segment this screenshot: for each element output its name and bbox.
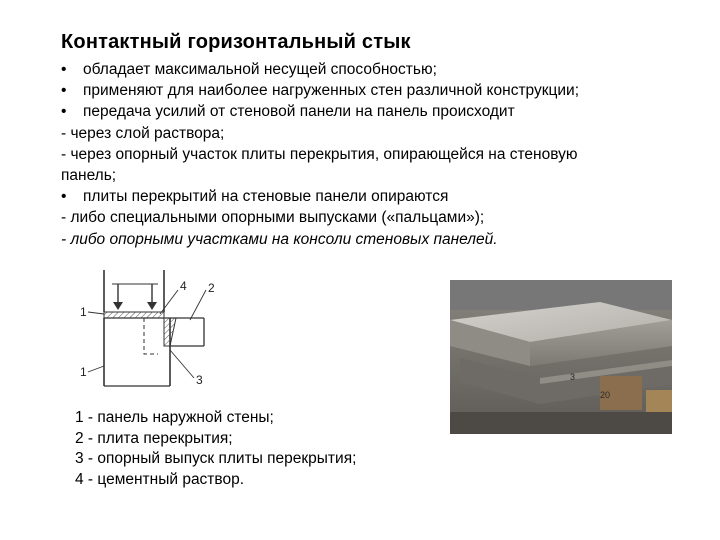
text-line: - через опорный участок плиты перекрытия, опирающейся на стеновую [61, 145, 578, 163]
floor-slab-photo [450, 280, 672, 434]
slide-title: Контактный горизонтальный стык [61, 31, 411, 53]
support-outlet [164, 318, 176, 346]
legend-item: 3 - опорный выпуск плиты перекрытия; [75, 450, 357, 467]
leader-1-top [88, 312, 104, 314]
text-line: - либо специальными опорными выпусками («пальцами»); [61, 209, 485, 227]
text-line: панель; [61, 167, 117, 185]
label-1-top: 1 [80, 305, 87, 319]
photo-mark-1: 3 [570, 372, 576, 382]
leader-3 [170, 350, 194, 378]
line-text: передача усилий от стеновой панели на панель происходит [83, 103, 515, 121]
load-arrow-right-icon [147, 302, 157, 310]
legend-item: 2 - плита перекрытия; [75, 429, 233, 447]
bullet-marker: • [61, 188, 67, 206]
line-text: применяют для наиболее нагруженных стен различной конструкции; [83, 82, 580, 100]
text-line-italic: - либо опорными участками на консоли стеновых панелей. [61, 230, 498, 248]
bullet-line [61, 186, 701, 207]
bullet-marker: • [61, 103, 67, 121]
label-1-bottom: 1 [80, 365, 87, 379]
photo-mark-2: 20 [600, 390, 611, 400]
bullet-marker: • [61, 82, 67, 100]
photo-backdrop [450, 280, 672, 310]
joint-section-drawing [66, 268, 236, 398]
legend-item: 4 - цементный раствор. [75, 470, 245, 488]
text-line: - через слой раствора; [61, 124, 225, 142]
figure-legend [75, 408, 356, 490]
wood-plank [646, 390, 672, 412]
bullet-line [61, 101, 701, 122]
photo-ground [450, 412, 672, 434]
hidden-outline [144, 318, 158, 354]
mortar-layer [104, 312, 164, 318]
leader-4 [160, 290, 178, 314]
bullet-line [61, 80, 701, 101]
line-text: обладает максимальной несущей способностью; [83, 61, 437, 78]
bullet-marker: • [61, 61, 67, 78]
legend-item: 1 - панель наружной стены; [75, 409, 274, 426]
load-arrow-left-icon [113, 302, 123, 310]
line-text: плиты перекрытий на стеновые панели опираются [83, 188, 449, 206]
label-4: 4 [180, 279, 187, 293]
label-2: 2 [208, 281, 215, 295]
body-text [61, 59, 701, 250]
bullet-line [61, 59, 701, 80]
label-3: 3 [196, 373, 203, 387]
leader-2 [190, 290, 206, 320]
leader-1-bottom [88, 366, 104, 372]
